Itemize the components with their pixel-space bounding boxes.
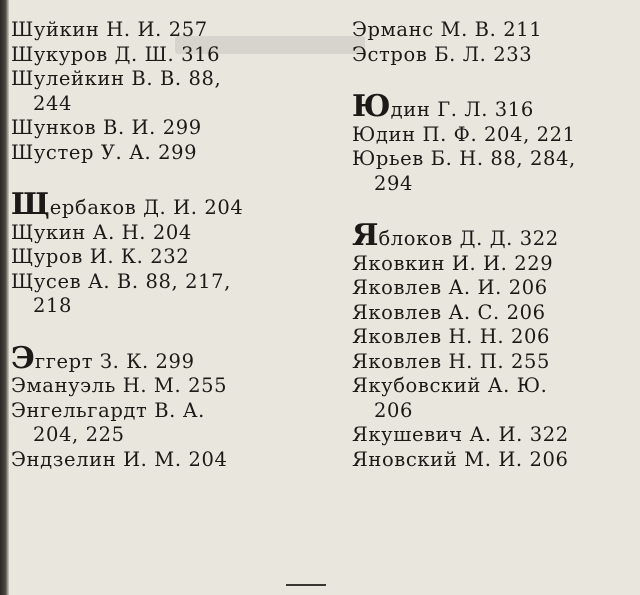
group-sh — [11, 18, 343, 165]
index-entry-with-letter — [352, 218, 636, 253]
index-column-left — [11, 18, 343, 472]
group-ya — [352, 218, 636, 472]
index-entry: Шустер У. А. 299 — [11, 140, 198, 164]
index-entry: Щукин А. Н. 204 — [11, 220, 192, 244]
section-letter: Я — [352, 218, 379, 253]
index-entry: Эстров Б. Л. 233 — [352, 42, 533, 66]
section-letter: Э — [11, 340, 35, 376]
index-entry: Яковлев А. С. 206 — [352, 300, 546, 324]
index-entry-continuation: 218 — [33, 294, 73, 317]
index-entry-continuation: 206 — [374, 398, 414, 422]
index-entry: Эмануэль Н. М. 255 — [11, 374, 228, 397]
index-entry: Яковкин И. И. 229 — [352, 251, 554, 275]
index-column-right — [352, 18, 636, 472]
index-entry: Яновский М. И. 206 — [352, 447, 569, 471]
index-entry-with-letter — [11, 187, 343, 222]
index-entry: Шулейкин В. В. 88, — [11, 67, 222, 90]
index-entry: Юдин П. Ф. 204, 221 — [352, 122, 576, 146]
index-entry: Щуров И. К. 232 — [11, 245, 190, 268]
index-entry: Шуйкин Н. И. 257 — [11, 18, 208, 41]
index-entry-with-letter — [352, 89, 636, 124]
group-yu — [352, 89, 636, 196]
index-entry: Юрьев Б. Н. 88, 284, — [352, 147, 576, 170]
index-entry: Энгельгардт В. А. — [11, 398, 205, 422]
index-entry-text: дин Г. Л. 316 — [390, 98, 534, 121]
index-entry: Щусев А. В. 88, 217, — [11, 269, 231, 293]
index-entry: Якубовский А. Ю. — [352, 374, 548, 397]
index-entry-text: ггерт З. К. 299 — [34, 349, 195, 373]
index-entry: Шунков В. И. 299 — [11, 116, 202, 139]
index-entry-text: ербаков Д. И. 204 — [49, 196, 244, 219]
index-entry: Шукуров Д. Ш. 316 — [11, 42, 221, 66]
index-entry: Якушевич А. И. 322 — [352, 423, 569, 446]
section-letter: Ю — [352, 89, 391, 124]
index-entry-continuation: 294 — [374, 171, 414, 195]
index-entry-text: блоков Д. Д. 322 — [378, 227, 559, 250]
index-entry: Яковлев Н. П. 255 — [352, 349, 550, 373]
index-entry-continuation: 204, 225 — [33, 423, 125, 446]
index-entry-continuation: 244 — [33, 91, 73, 115]
index-entry: Яковлев А. И. 206 — [352, 276, 548, 299]
index-entry: Эрманс М. В. 211 — [352, 18, 543, 41]
index-entry: Яковлев Н. Н. 206 — [352, 325, 550, 348]
index-entry: Эндзелин И. М. 204 — [11, 447, 228, 471]
index-entry-with-letter — [11, 340, 343, 376]
group-shch — [11, 187, 343, 319]
group-e — [11, 340, 343, 473]
section-letter: Щ — [11, 187, 50, 222]
footer-rule — [286, 584, 326, 586]
group-e-continued — [352, 18, 636, 67]
